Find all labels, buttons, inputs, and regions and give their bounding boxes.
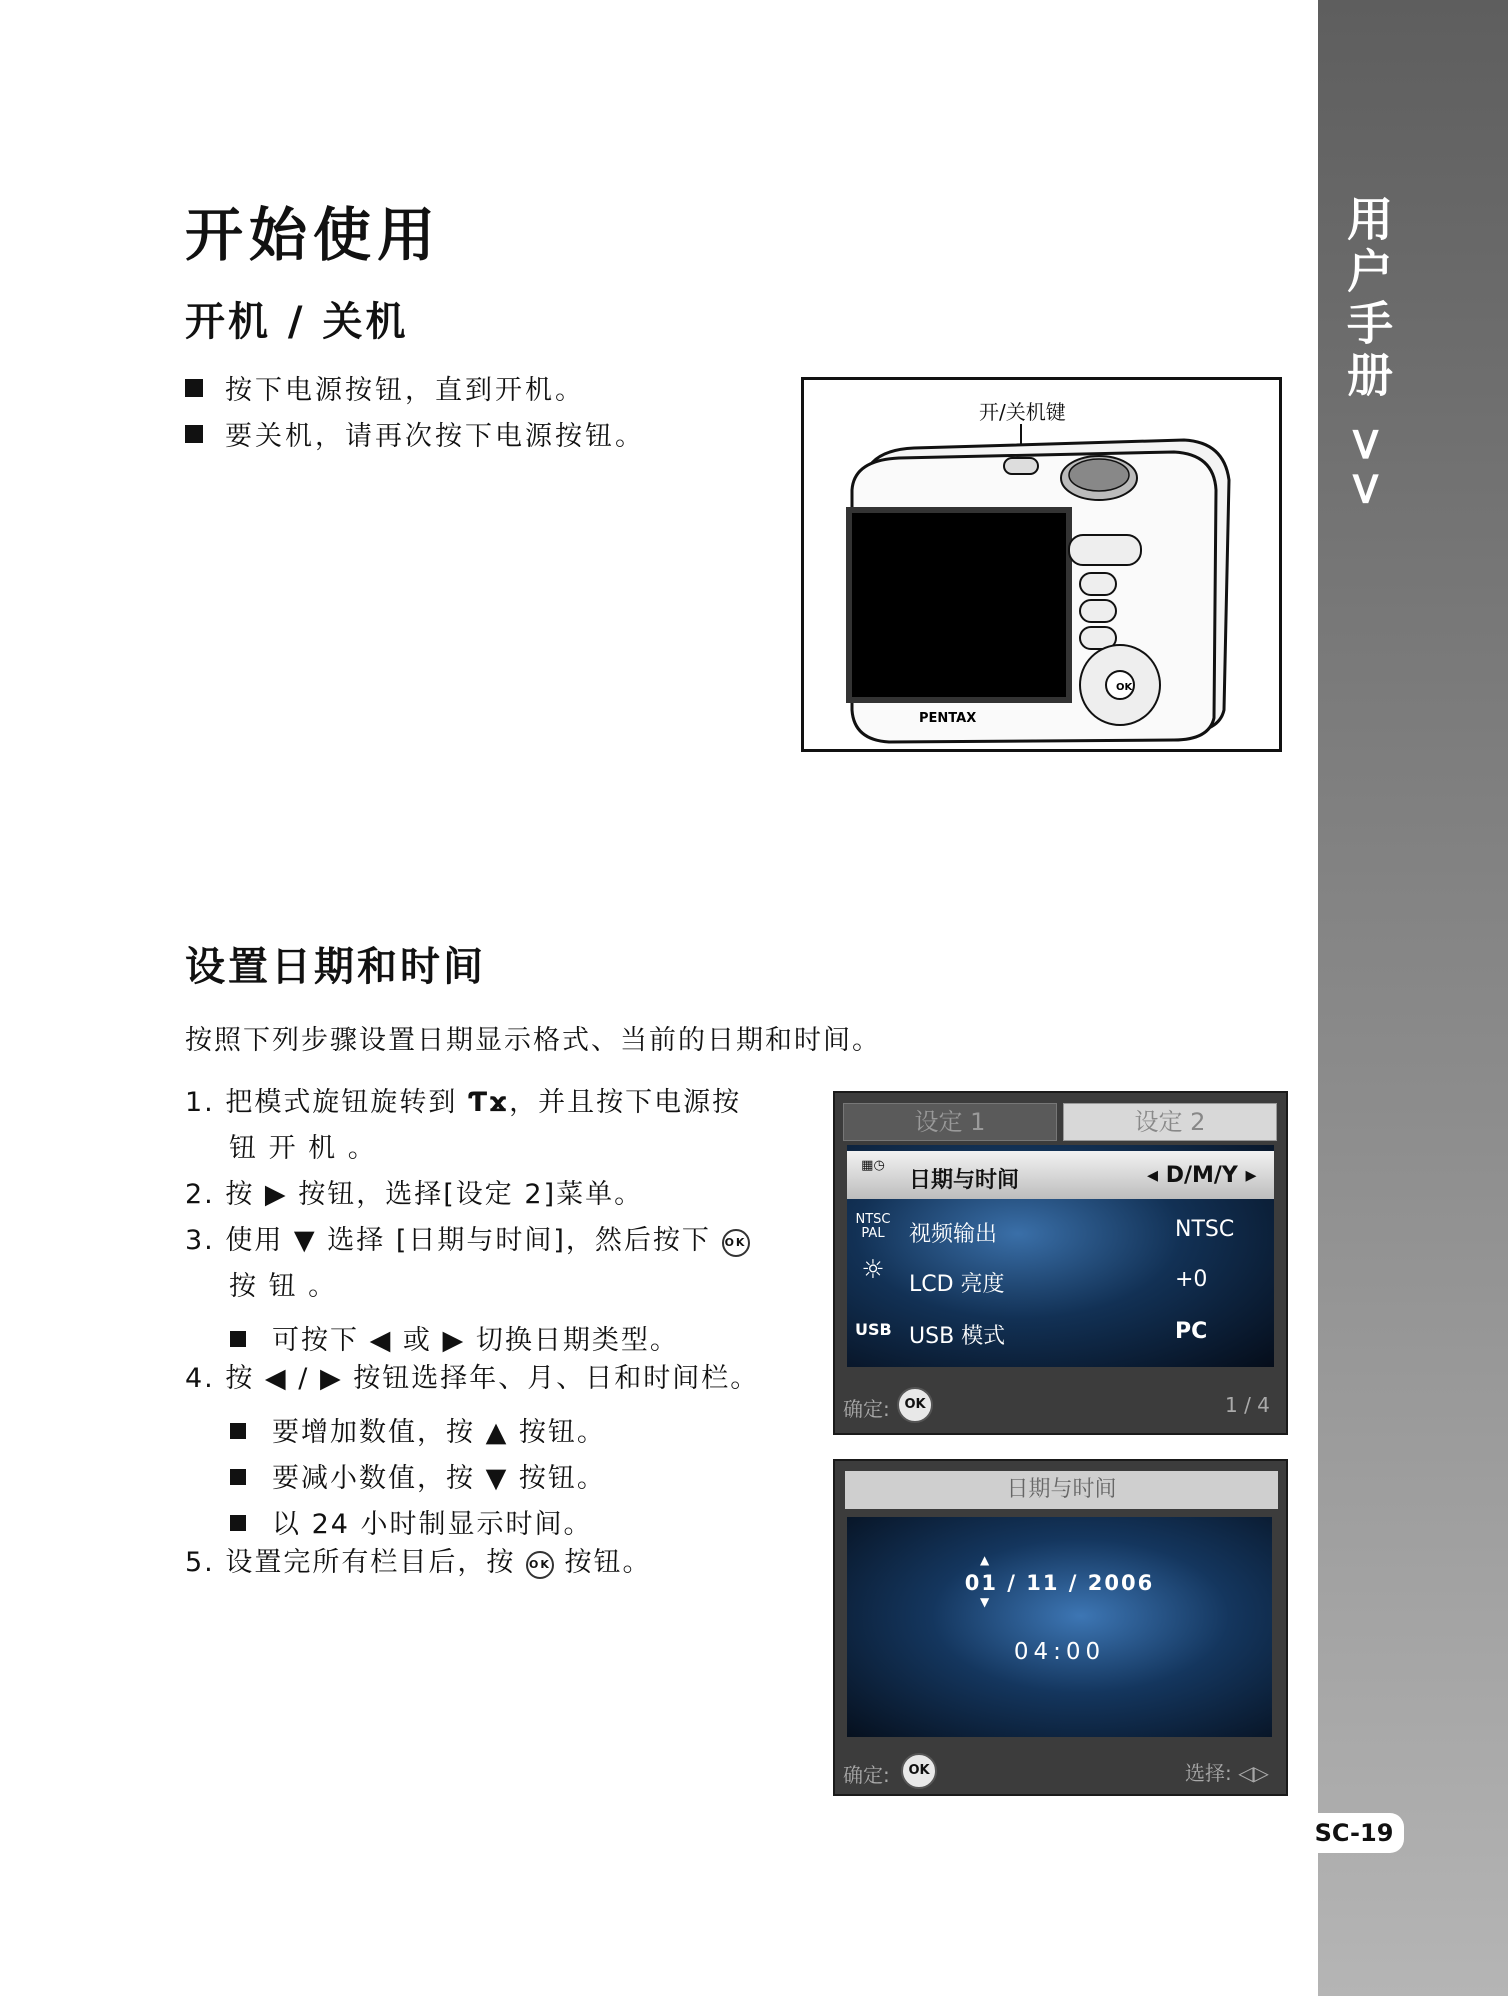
step-3-sub: 可按下 ◀ 或 ▶ 切换日期类型。 (230, 1318, 679, 1357)
date-value: 01 / 11 / 2006 (964, 1571, 1155, 1595)
ok-button-icon: OK (901, 1753, 937, 1789)
step-1-cont: 钮 开 机 。 (229, 1133, 377, 1164)
step-4: 4. 按 ◀ / ▶ 按钮选择年、月、日和时间栏。 (185, 1363, 760, 1394)
camera-brand: PENTAX (919, 711, 977, 726)
menu-item-lcd-brightness: ☼ LCD 亮度 +0 (847, 1255, 1274, 1303)
section-power-title: 开机 / 关机 (185, 299, 409, 345)
screen-title: 日期与时间 (845, 1471, 1278, 1509)
step-4-sub-2: 要减小数值，按 ▼ 按钮。 (230, 1456, 606, 1495)
page-number: SC-19 (1304, 1813, 1404, 1853)
svg-text:OK: OK (1116, 682, 1133, 693)
section-datetime-title: 设置日期和时间 (185, 944, 486, 990)
step-3: 3. 使用 ▼ 选择 [日期与时间]，然后按下 OK (185, 1218, 750, 1264)
confirm-label: 确定: (843, 1397, 890, 1421)
confirm-label: 确定: (843, 1763, 890, 1787)
time-value: 04:00 (1013, 1639, 1106, 1665)
step-2: 2. 按 ▶ 按钮，选择[设定 2]菜单。 (185, 1179, 644, 1210)
power-bullet-2: 要关机，请再次按下电源按钮。 (185, 414, 645, 453)
datetime-intro: 按照下列步骤设置日期显示格式、当前的日期和时间。 (185, 1025, 881, 1056)
menu-list (847, 1145, 1274, 1367)
step-4-sub-1: 要增加数值，按 ▲ 按钮。 (230, 1410, 606, 1449)
tab-setup-2: 设定 2 (1063, 1103, 1277, 1141)
usb-icon: USB (855, 1320, 892, 1339)
date-time-screen (833, 1459, 1288, 1796)
down-arrow-icon: ▼ (980, 1595, 990, 1609)
step-1: 1. 把模式旋钮旋转到 Ƭϫ，并且按下电源按 (185, 1087, 742, 1118)
power-key-label: 开/关机键 (979, 400, 1066, 424)
up-arrow-icon: ▲ (980, 1553, 990, 1567)
calendar-clock-icon: ▦◷ (861, 1158, 885, 1173)
camera-illustration (804, 380, 1279, 749)
brightness-icon: ☼ (861, 1255, 885, 1285)
power-bullet-1: 按下电源按钮，直到开机。 (185, 368, 585, 407)
step-5: 5. 设置完所有栏目后，按 OK 按钮。 (185, 1547, 652, 1578)
page-title: 开始使用 (185, 201, 442, 269)
ntsc-pal-icon: NTSC PAL (855, 1212, 891, 1241)
date-time-editor (847, 1517, 1272, 1737)
menu-item-video-out: NTSC PAL 视频输出 NTSC (855, 1212, 1235, 1247)
ok-button-icon: OK (897, 1387, 933, 1423)
step-4-sub-3: 以 24 小时制显示时间。 (230, 1502, 593, 1541)
menu-item-usb-mode: USB USB 模式 PC (847, 1307, 1274, 1355)
select-label: 选择: ◁▷ (1185, 1761, 1269, 1785)
camera-figure (801, 377, 1282, 752)
menu-item-date-time: ▦◷ 日期与时间 ◂ D/M/Y ▸ (847, 1151, 1274, 1199)
sidebar-title: 用户手册 >> (1340, 195, 1394, 515)
ok-icon: OK (722, 1229, 750, 1257)
page-indicator: 1 / 4 (1225, 1393, 1270, 1417)
setup-mode-icon: Ƭϫ (467, 1087, 510, 1118)
setup-menu-screen (833, 1091, 1288, 1435)
ok-icon: OK (526, 1551, 554, 1579)
tab-setup-1: 设定 1 (843, 1103, 1057, 1141)
step-3-cont: 按 钮 。 (229, 1271, 338, 1302)
